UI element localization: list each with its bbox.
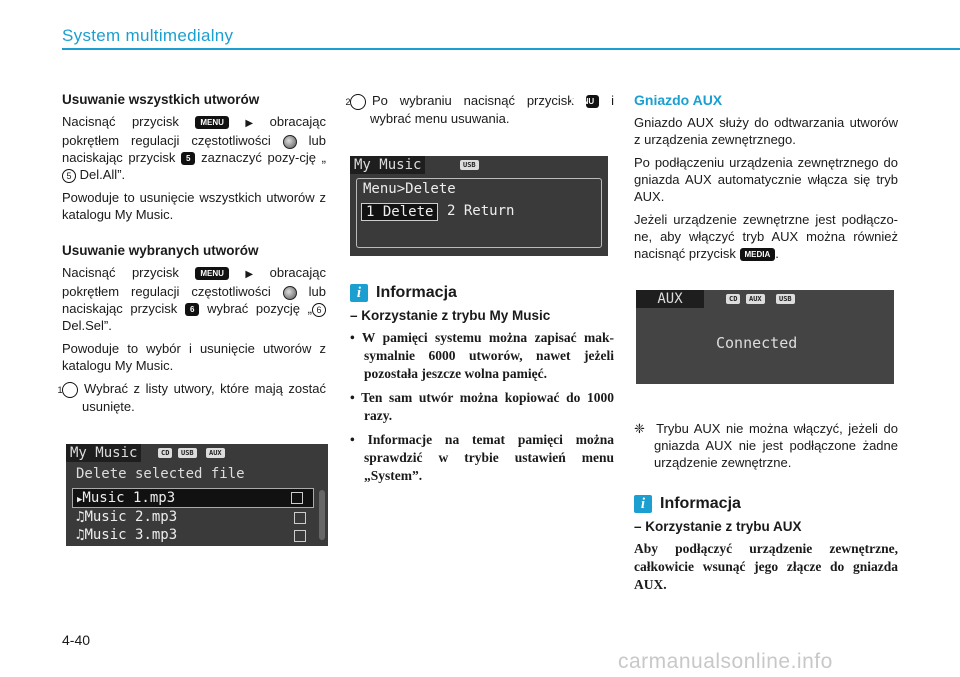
screen-aux-connected: [636, 290, 894, 384]
screen-tag: CD: [726, 294, 740, 304]
heading-delete-selected: Usuwanie wybranych utworów: [62, 243, 259, 258]
menu-path: Menu>Delete: [363, 181, 456, 197]
info-title: Informacja: [660, 495, 741, 512]
info-icon: i: [634, 495, 652, 513]
info-icon: i: [350, 284, 368, 302]
checkbox-icon: [294, 530, 306, 542]
info-subtitle: – Korzystanie z trybu AUX: [634, 519, 802, 534]
screen-tag: CD: [158, 448, 172, 458]
step-2: 2 Po wybraniu nacisnąć przycisk MENU i wybrać menu usuwania.: [345, 93, 614, 126]
screen-tag: USB: [178, 448, 197, 458]
list-item: ♫Music 2.mp3: [76, 508, 312, 526]
circled-six-icon: 6: [312, 303, 326, 317]
screen-my-music-menu-delete: [350, 156, 608, 256]
checkbox-icon: [291, 492, 303, 504]
page-number: 4-40: [62, 632, 91, 648]
info-title: Informacja: [376, 284, 457, 301]
menu-button-icon: MENU: [586, 95, 600, 108]
note-aux: ❈ Trybu AUX nie można włączyć, jeżeli do gniazda AUX nie jest podłączone żadne urządzenie zewnętrzne.: [634, 421, 898, 470]
circled-five-icon: 5: [62, 169, 76, 183]
heading-aux: Gniazdo AUX: [634, 92, 723, 108]
info-bullet: • W pamięci systemu można zapisać mak-symalnie 6000 utworów, nawet jeżeli pozostała jeszcze wolna pamięć.: [350, 330, 614, 381]
tune-knob-icon: [283, 286, 297, 300]
connection-status: Connected: [716, 334, 798, 352]
checkbox-icon: [294, 512, 306, 524]
screen-title: AUX: [636, 290, 704, 308]
column-right: [634, 92, 898, 268]
paragraph-delete-selected-result: Powoduje to wybór i usunięcie utworów z katalogu My Music.: [62, 341, 326, 373]
menu-option-delete: 1 Delete: [361, 203, 438, 221]
step-1-number: 1: [62, 382, 78, 398]
info-text: Aby podłączyć urządzenie zewnętrzne, całkowicie wsunąć jego złącze do gniazda AUX.: [634, 541, 898, 592]
media-button-icon: MEDIA: [740, 248, 776, 261]
five-button-icon: 5: [181, 152, 195, 165]
six-button-icon: 6: [185, 303, 199, 316]
music-note-icon: ♫: [76, 527, 85, 543]
header-divider: [62, 48, 960, 50]
note-mark: ❈: [634, 421, 645, 436]
heading-delete-all: Usuwanie wszystkich utworów: [62, 92, 260, 107]
info-subtitle: – Korzystanie z trybu My Music: [350, 308, 551, 323]
section-header: System multimedialny: [62, 26, 234, 45]
menu-button-icon: MENU: [195, 267, 229, 280]
paragraph-aux-2: Po podłączeniu urządzenia zewnętrznego do gniazda AUX automatycznie włącza się tryb AUX.: [634, 155, 898, 204]
list-item: ♫Music 3.mp3: [76, 526, 312, 544]
menu-box: [356, 178, 602, 248]
screen-tag: AUX: [206, 448, 225, 458]
info-bullet: • Informacje na temat pamięci można sprawdzić w trybie ustawień menu „System”.: [350, 432, 614, 483]
list-item-selected: ▶Music 1.mp3: [72, 488, 314, 508]
menu-button-icon: MENU: [195, 116, 229, 129]
screen-title: My Music: [350, 156, 425, 174]
screen-title: My Music: [66, 444, 141, 462]
music-note-icon: ♫: [76, 509, 85, 525]
arrow-right-icon: ▶: [245, 269, 254, 280]
arrow-right-icon: ▶: [245, 118, 254, 129]
screen-tag: USB: [776, 294, 795, 304]
column-middle: [345, 92, 614, 133]
paragraph-delete-all-result: Powoduje to usunięcie wszystkich utworów z katalogu My Music.: [62, 190, 326, 222]
screen-tag: AUX: [746, 294, 765, 304]
paragraph-aux-3: Jeżeli urządzenie zewnętrzne jest podłączo-ne, aby włączyć tryb AUX można również nacisnąć przycisk MEDIA .: [634, 212, 898, 261]
menu-option-return: 2 Return: [447, 203, 515, 219]
screen-my-music-delete-selected: [66, 444, 328, 546]
info-box-my-music: [350, 284, 614, 491]
cursor-arrow-icon: ▶: [77, 495, 83, 505]
step-2-number: 2: [350, 94, 366, 110]
paragraph-delete-selected: Nacisnąć przycisk MENU ▶ obracając pokrętłem regulacji częstotliwości lub naciskając przycisk 6 wybrać pozycję „ 6 Del.Sel”.: [62, 265, 326, 333]
scrollbar: [319, 490, 325, 540]
paragraph-delete-all: Nacisnąć przycisk MENU ▶ obracając pokrętłem regulacji częstotliwości lub naciskając przycisk 5 zaznaczyć pozy-cję „5 Del.All”.: [62, 114, 326, 182]
screen-tag: USB: [460, 160, 479, 170]
column-left: [57, 92, 326, 421]
watermark: carmanualsonline.info: [618, 650, 833, 673]
screen-subtitle: Delete selected file: [76, 466, 245, 482]
info-bullet: • Ten sam utwór można kopiować do 1000 razy.: [350, 390, 614, 423]
paragraph-aux-1: Gniazdo AUX służy do odtwarzania utworów z urządzenia zewnętrznego.: [634, 115, 898, 147]
step-1: 1 Wybrać z listy utwory, które mają zostać usunięte.: [57, 381, 326, 414]
aux-notes: [634, 420, 898, 600]
tune-knob-icon: [283, 135, 297, 149]
